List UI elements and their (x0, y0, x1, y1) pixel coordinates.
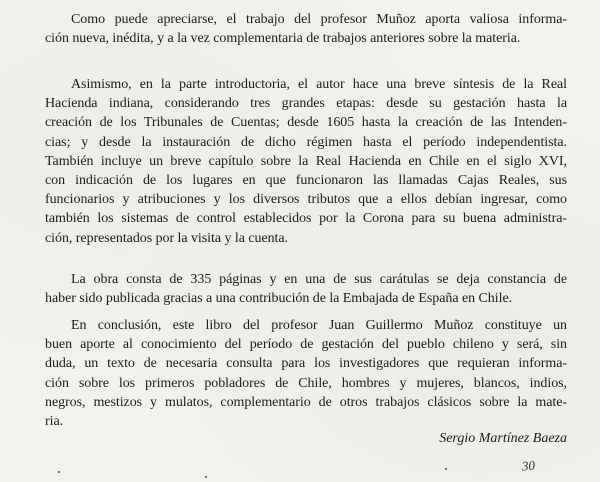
page-number: 30 (521, 457, 536, 474)
paragraph-1 (45, 10, 567, 48)
text-line: ción sobre los primeros pobladores de Chile, hombres y mujeres, blancos, indios, (45, 375, 567, 391)
text-line: cias; y desde la instauración de dicho régimen hasta el período independentista. (45, 134, 567, 150)
ink-speck (205, 476, 207, 478)
text-line: Hacienda indiana, considerando tres grandes etapas: desde su gestación hasta la (45, 96, 567, 112)
text-line: ria. (45, 413, 64, 429)
text-line: También incluye un breve capítulo sobre la Real Hacienda en Chile en el siglo XVI, (45, 153, 567, 169)
text-line: Como puede apreciarse, el trabajo del profesor Muñoz aporta valiosa informa- (71, 12, 567, 27)
text-line: La obra consta de 335 páginas y en una de sus carátulas se deja constancia de (71, 272, 567, 287)
paragraph-3 (45, 270, 567, 308)
text-line: buen aporte al conocimiento del período de gestación del pueblo chileno y será, sin (45, 337, 567, 353)
ink-speck (58, 471, 60, 473)
text-line: también los sistemas de control establecidos por la Corona para su buena administra- (45, 211, 567, 227)
text-line: creación de los Tribunales de Cuentas; desde 1605 hasta la creación de las Intenden- (45, 115, 567, 131)
text-line: negros, mestizos y mulatos, complementario de otros trabajos clásicos sobre la mate- (45, 394, 567, 410)
text-line: duda, un texto de necesaria consulta para los investigadores que requieran informa- (45, 356, 567, 372)
paragraph-2 (45, 75, 567, 248)
text-line: funcionarios y atribuciones y los diversos tributos que a ellos debían ingresar, como (45, 192, 567, 208)
text-line: En conclusión, este libro del profesor Juan Guillermo Muñoz constituye un (71, 318, 567, 333)
ink-speck (445, 468, 447, 470)
paragraph-4 (45, 316, 567, 431)
author-signature: Sergio Martínez Baeza (439, 431, 567, 446)
text-line: ción, representados por la visita y la cuenta. (45, 230, 289, 246)
text-line: ción nueva, inédita, y a la vez complementaria de trabajos anteriores sobre la materia. (45, 31, 521, 47)
text-line: Asimismo, en la parte introductoria, el autor hace una breve síntesis de la Real (71, 77, 567, 92)
text-line: haber sido publicada gracias a una contribución de la Embajada de España en Chile. (45, 291, 513, 307)
text-line: con indicación de los lugares en que funcionaron las llamadas Cajas Reales, sus (45, 172, 567, 188)
